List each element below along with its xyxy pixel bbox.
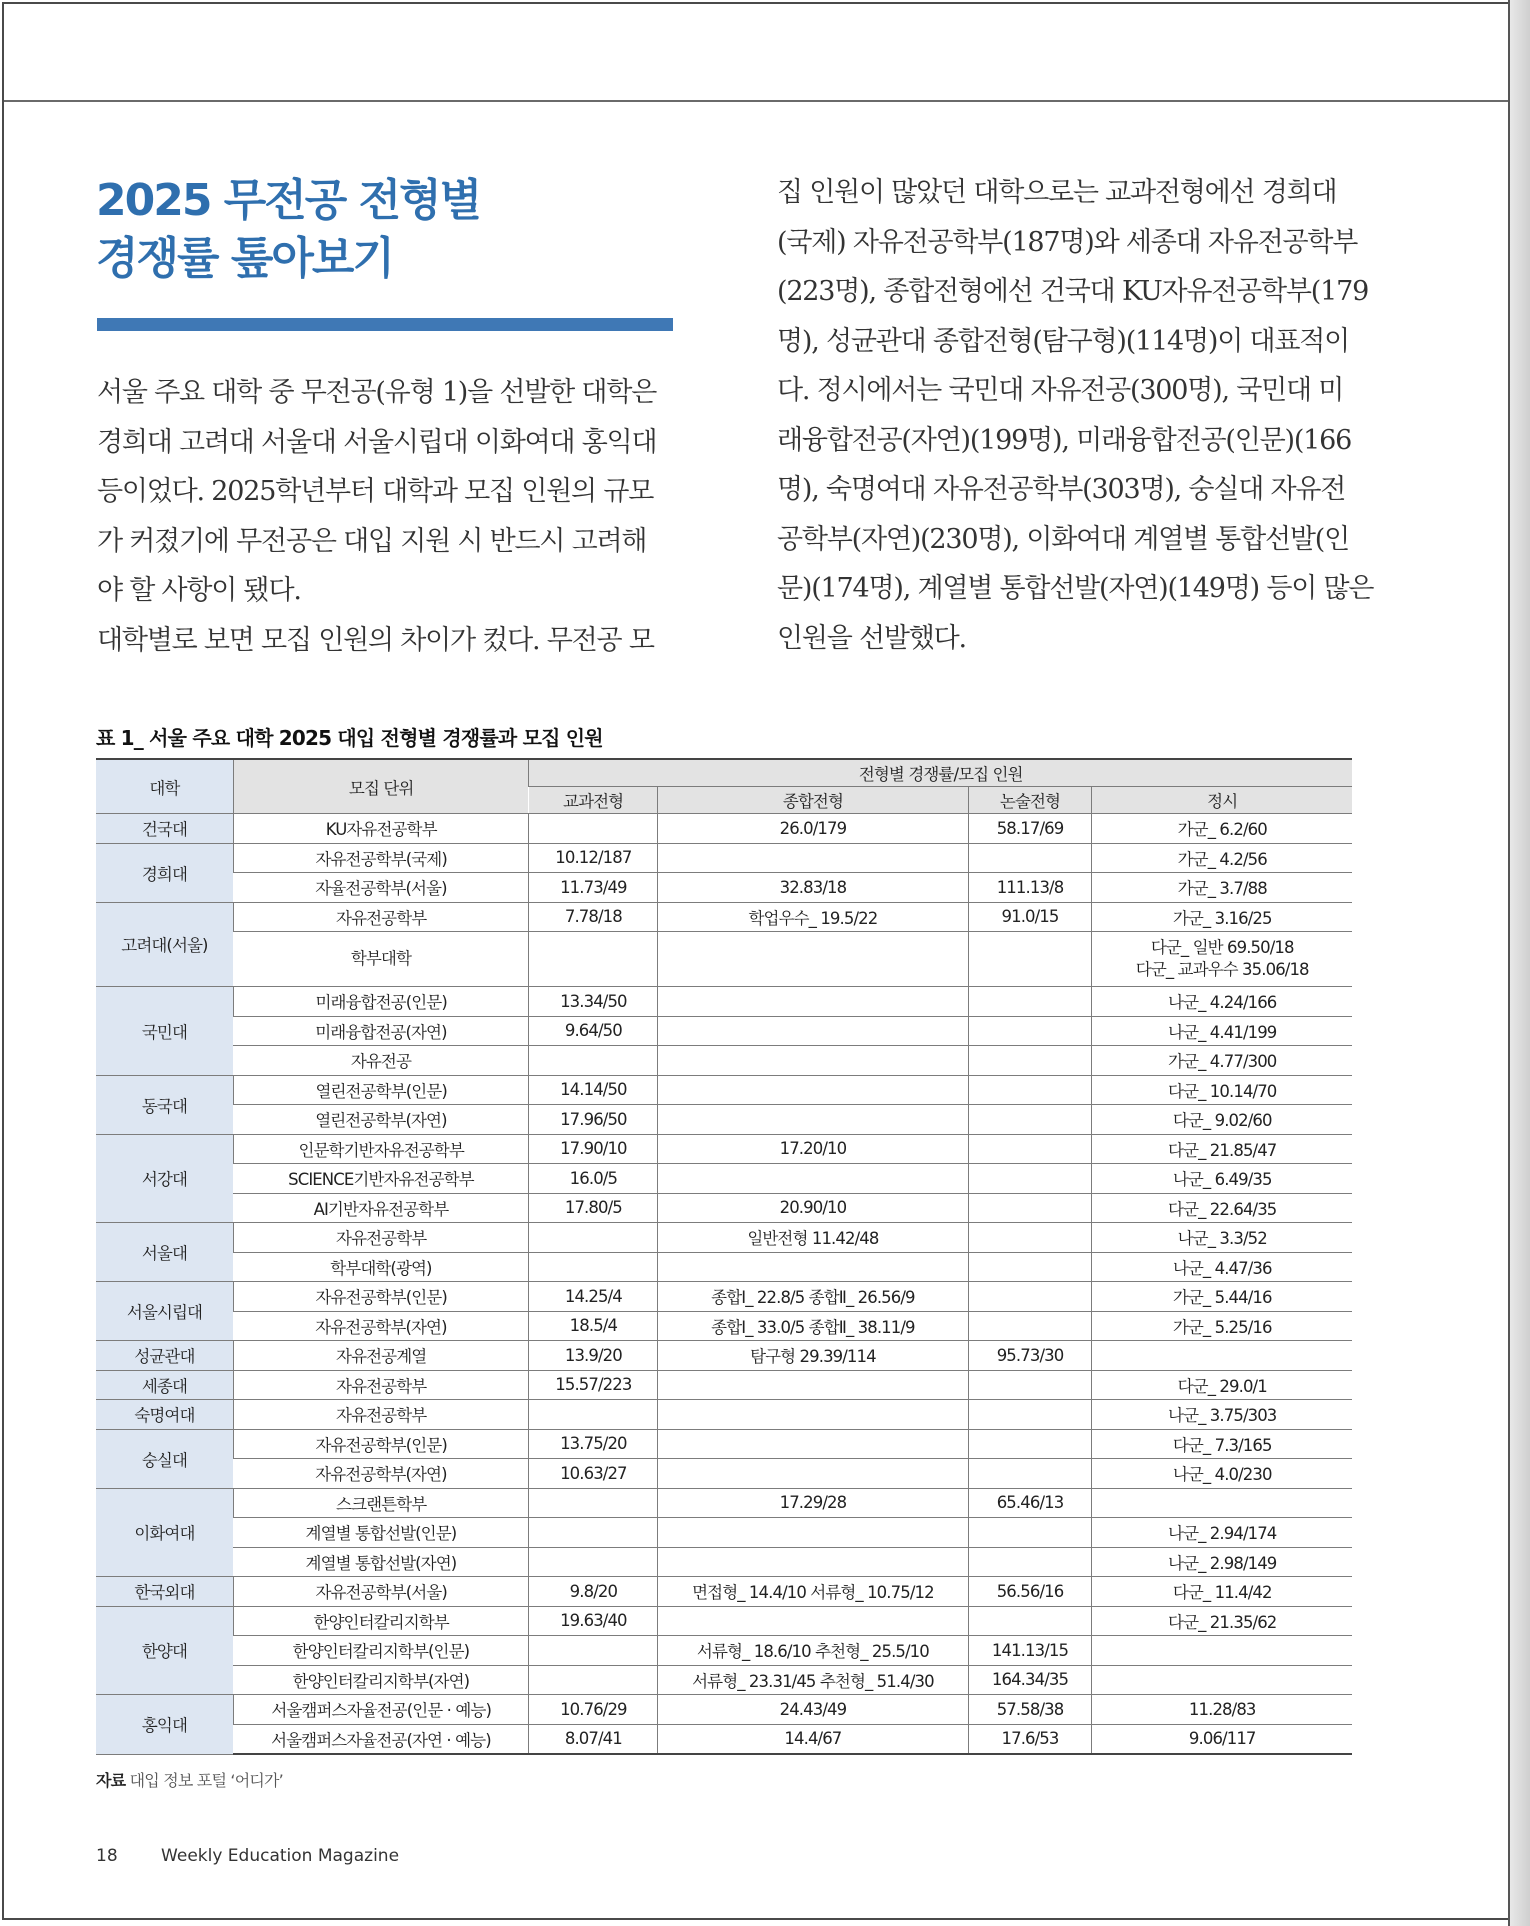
- table-row: [96, 1488, 1352, 1518]
- nonsul-cell: [968, 1164, 1092, 1194]
- jonghap-cell: [658, 987, 968, 1017]
- nonsul-cell: [968, 1311, 1092, 1341]
- unit-cell: 학부대학(광역): [233, 1252, 529, 1282]
- jeongsi-cell: 나군_ 2.94/174: [1092, 1518, 1352, 1548]
- gyogwa-cell: [529, 1223, 658, 1253]
- table-row: [96, 1636, 1352, 1666]
- article-line: 경희대 고려대 서울대 서울시립대 이화여대 홍익대: [97, 426, 657, 458]
- table-row: [96, 1400, 1352, 1430]
- unit-cell: 자유전공학부(인문): [233, 1429, 529, 1459]
- jeongsi-cell: 다군_ 9.02/60: [1092, 1105, 1352, 1135]
- unit-cell: 열린전공학부(인문): [233, 1075, 529, 1105]
- gyogwa-cell: 7.78/18: [529, 902, 658, 932]
- jonghap-cell: [658, 1606, 968, 1636]
- table-row: [96, 1547, 1352, 1577]
- gyogwa-cell: [529, 814, 658, 844]
- table-row: [96, 1252, 1352, 1282]
- article-line: (국제) 자유전공학부(187명)와 세종대 자유전공학부: [777, 226, 1358, 258]
- nonsul-cell: [968, 1046, 1092, 1076]
- table-row: [96, 987, 1352, 1017]
- unit-cell: 자유전공학부: [233, 1370, 529, 1400]
- article-body-right: [777, 168, 1374, 663]
- unit-cell: 인문학기반자유전공학부: [233, 1134, 529, 1164]
- table-row: [96, 1075, 1352, 1105]
- nonsul-cell: 17.6/53: [968, 1724, 1092, 1754]
- jonghap-cell: [658, 1252, 968, 1282]
- header-jeongsi: 정시: [1092, 787, 1352, 814]
- unit-cell: 자유전공학부(자연): [233, 1311, 529, 1341]
- gyogwa-cell: 9.8/20: [529, 1577, 658, 1607]
- gyogwa-cell: [529, 932, 658, 987]
- table-row: [96, 1518, 1352, 1548]
- header-univ: 대학: [96, 759, 233, 814]
- article-line: 래융합전공(자연)(199명), 미래융합전공(인문)(166: [777, 424, 1352, 456]
- jeongsi-cell: 가군_ 4.2/56: [1092, 843, 1352, 873]
- univ-cell: 서울대: [96, 1223, 233, 1282]
- article-line: 공학부(자연)(230명), 이화여대 계열별 통합선발(인: [777, 523, 1350, 555]
- nonsul-cell: 91.0/15: [968, 902, 1092, 932]
- gyogwa-cell: [529, 1518, 658, 1548]
- article-line: (223명), 종합전형에선 건국대 KU자유전공학부(179: [777, 276, 1369, 307]
- nonsul-cell: [968, 1606, 1092, 1636]
- nonsul-cell: 58.17/69: [968, 814, 1092, 844]
- jonghap-cell: 26.0/179: [658, 814, 968, 844]
- jeongsi-cell: 9.06/117: [1092, 1724, 1352, 1754]
- jeongsi-cell: 가군_ 6.2/60: [1092, 814, 1352, 844]
- unit-cell: 열린전공학부(자연): [233, 1105, 529, 1135]
- jeongsi-cell: 나군_ 4.47/36: [1092, 1252, 1352, 1282]
- univ-cell: 한양대: [96, 1606, 233, 1695]
- nonsul-cell: [968, 1252, 1092, 1282]
- nonsul-cell: [968, 932, 1092, 987]
- jeongsi-line: 다군_ 일반 69.50/18: [1150, 938, 1294, 957]
- header-jonghap: 종합전형: [658, 787, 968, 814]
- header-group: 전형별 경쟁률/모집 인원: [529, 759, 1352, 787]
- unit-cell: 자유전공학부(국제): [233, 843, 529, 873]
- article-line: 명), 성균관대 종합전형(탐구형)(114명)이 대표적이: [777, 325, 1350, 357]
- gyogwa-cell: 10.63/27: [529, 1459, 658, 1489]
- jonghap-cell: 20.90/10: [658, 1193, 968, 1223]
- article-line: 야 할 사항이 됐다.: [97, 575, 301, 606]
- competition-rate-table: [96, 758, 1352, 1755]
- unit-cell: 학부대학: [233, 932, 529, 987]
- unit-cell: AI기반자유전공학부: [233, 1193, 529, 1223]
- table-body: [96, 814, 1352, 1755]
- nonsul-cell: [968, 1282, 1092, 1312]
- jeongsi-cell: 다군_ 11.4/42: [1092, 1577, 1352, 1607]
- table-row: [96, 1606, 1352, 1636]
- univ-cell: 경희대: [96, 843, 233, 902]
- jeongsi-line: 다군_ 교과우수 35.06/18: [1135, 960, 1309, 979]
- jeongsi-cell: 가군_ 3.16/25: [1092, 902, 1352, 932]
- gyogwa-cell: 14.25/4: [529, 1282, 658, 1312]
- article-line: 서울 주요 대학 중 무전공(유형 1)을 선발한 대학은: [97, 377, 657, 408]
- unit-cell: 미래융합전공(인문): [233, 987, 529, 1017]
- jeongsi-cell: 가군_ 5.25/16: [1092, 1311, 1352, 1341]
- univ-cell: 이화여대: [96, 1488, 233, 1577]
- table-row: [96, 1193, 1352, 1223]
- nonsul-cell: 164.34/35: [968, 1665, 1092, 1695]
- unit-cell: 자유전공학부: [233, 902, 529, 932]
- table-row: [96, 1164, 1352, 1194]
- unit-cell: KU자유전공학부: [233, 814, 529, 844]
- jonghap-cell: 24.43/49: [658, 1695, 968, 1725]
- jonghap-cell: [658, 1429, 968, 1459]
- jonghap-cell: 일반전형 11.42/48: [658, 1223, 968, 1253]
- jonghap-cell: [658, 1547, 968, 1577]
- gyogwa-cell: 18.5/4: [529, 1311, 658, 1341]
- gyogwa-cell: 9.64/50: [529, 1016, 658, 1046]
- jonghap-cell: 32.83/18: [658, 873, 968, 903]
- jeongsi-cell: 나군_ 2.98/149: [1092, 1547, 1352, 1577]
- article-line: 집 인원이 많았던 대학으로는 교과전형에선 경희대: [777, 177, 1337, 208]
- nonsul-cell: 111.13/8: [968, 873, 1092, 903]
- univ-cell: 숙명여대: [96, 1400, 233, 1430]
- unit-cell: 한양인터칼리지학부(자연): [233, 1665, 529, 1695]
- table-caption: 표 1_ 서울 주요 대학 2025 대입 전형별 경쟁률과 모집 인원: [96, 726, 603, 750]
- jonghap-cell: [658, 1164, 968, 1194]
- jonghap-cell: 종합Ⅰ_ 33.0/5 종합Ⅱ_ 38.11/9: [658, 1311, 968, 1341]
- jeongsi-cell: 다군_ 21.35/62: [1092, 1606, 1352, 1636]
- jeongsi-cell: 가군_ 5.44/16: [1092, 1282, 1352, 1312]
- univ-cell: 고려대(서울): [96, 902, 233, 987]
- header-gyogwa: 교과전형: [529, 787, 658, 814]
- source-label: 자료: [96, 1771, 126, 1790]
- jonghap-cell: [658, 932, 968, 987]
- nonsul-cell: 57.58/38: [968, 1695, 1092, 1725]
- unit-cell: 서울캠퍼스자율전공(인문 · 예능): [233, 1695, 529, 1725]
- table-row: [96, 873, 1352, 903]
- article-line: 문)(174명), 계열별 통합선발(자연)(149명) 등이 많은: [777, 573, 1374, 604]
- jonghap-cell: [658, 1459, 968, 1489]
- table-row: [96, 1459, 1352, 1489]
- jonghap-cell: [658, 1105, 968, 1135]
- nonsul-cell: 56.56/16: [968, 1577, 1092, 1607]
- gyogwa-cell: [529, 1400, 658, 1430]
- jonghap-cell: [658, 1016, 968, 1046]
- jeongsi-cell: [1092, 1341, 1352, 1371]
- jeongsi-cell: 나군_ 3.75/303: [1092, 1400, 1352, 1430]
- jeongsi-cell: 나군_ 4.0/230: [1092, 1459, 1352, 1489]
- unit-cell: 자유전공학부(인문): [233, 1282, 529, 1312]
- table-row: [96, 814, 1352, 844]
- table-row: [96, 1724, 1352, 1754]
- title-accent-bar: [97, 318, 673, 331]
- gyogwa-cell: 15.57/223: [529, 1370, 658, 1400]
- gyogwa-cell: 11.73/49: [529, 873, 658, 903]
- article-line: 명), 숙명여대 자유전공학부(303명), 숭실대 자유전: [777, 474, 1346, 505]
- gyogwa-cell: 14.14/50: [529, 1075, 658, 1105]
- table-row: [96, 1105, 1352, 1135]
- header-unit: 모집 단위: [233, 759, 529, 814]
- univ-cell: 홍익대: [96, 1695, 233, 1755]
- table-row: [96, 1311, 1352, 1341]
- gyogwa-cell: 13.75/20: [529, 1429, 658, 1459]
- nonsul-cell: [968, 843, 1092, 873]
- jonghap-cell: [658, 1518, 968, 1548]
- univ-cell: 세종대: [96, 1370, 233, 1400]
- nonsul-cell: [968, 1518, 1092, 1548]
- nonsul-cell: 95.73/30: [968, 1341, 1092, 1371]
- unit-cell: 자유전공학부: [233, 1400, 529, 1430]
- jeongsi-cell: 나군_ 6.49/35: [1092, 1164, 1352, 1194]
- jonghap-cell: [658, 1075, 968, 1105]
- page-edge: [1508, 0, 1530, 1926]
- jonghap-cell: 탐구형 29.39/114: [658, 1341, 968, 1371]
- univ-cell: 한국외대: [96, 1577, 233, 1607]
- univ-cell: 성균관대: [96, 1341, 233, 1371]
- jonghap-cell: 서류형_ 23.31/45 추천형_ 51.4/30: [658, 1665, 968, 1695]
- table-row: [96, 902, 1352, 932]
- table-source: [96, 1768, 283, 1791]
- nonsul-cell: [968, 1547, 1092, 1577]
- nonsul-cell: [968, 1223, 1092, 1253]
- nonsul-cell: [968, 987, 1092, 1017]
- table-row: [96, 1134, 1352, 1164]
- jonghap-cell: 종합Ⅰ_ 22.8/5 종합Ⅱ_ 26.56/9: [658, 1282, 968, 1312]
- univ-cell: 서울시립대: [96, 1282, 233, 1341]
- page-number: 18: [96, 1846, 118, 1866]
- table-row: [96, 843, 1352, 873]
- nonsul-cell: [968, 1429, 1092, 1459]
- jeongsi-cell: 가군_ 3.7/88: [1092, 873, 1352, 903]
- jonghap-cell: 17.29/28: [658, 1488, 968, 1518]
- table-row: [96, 1046, 1352, 1076]
- unit-cell: 자유전공계열: [233, 1341, 529, 1371]
- unit-cell: 계열별 통합선발(인문): [233, 1518, 529, 1548]
- article-line: 다. 정시에서는 국민대 자유전공(300명), 국민대 미: [777, 375, 1344, 406]
- jonghap-cell: 서류형_ 18.6/10 추천형_ 25.5/10: [658, 1636, 968, 1666]
- jeongsi-cell: 다군_ 7.3/165: [1092, 1429, 1352, 1459]
- univ-cell: 건국대: [96, 814, 233, 844]
- unit-cell: 자유전공: [233, 1046, 529, 1076]
- unit-cell: 스크랜튼학부: [233, 1488, 529, 1518]
- jeongsi-cell: [1092, 932, 1352, 987]
- table-row: [96, 1341, 1352, 1371]
- table-row: [96, 1223, 1352, 1253]
- nonsul-cell: 141.13/15: [968, 1636, 1092, 1666]
- article-title: [96, 172, 656, 288]
- jonghap-cell: [658, 1370, 968, 1400]
- gyogwa-cell: [529, 1547, 658, 1577]
- univ-cell: 숭실대: [96, 1429, 233, 1488]
- jonghap-cell: [658, 1046, 968, 1076]
- univ-cell: 서강대: [96, 1134, 233, 1223]
- nonsul-cell: [968, 1105, 1092, 1135]
- top-rule: [4, 100, 1514, 102]
- unit-cell: 자유전공학부: [233, 1223, 529, 1253]
- gyogwa-cell: 19.63/40: [529, 1606, 658, 1636]
- unit-cell: 한양인터칼리지학부(인문): [233, 1636, 529, 1666]
- jonghap-cell: 학업우수_ 19.5/22: [658, 902, 968, 932]
- article-title-line: 2025 무전공 전형별: [96, 175, 481, 226]
- jonghap-cell: 14.4/67: [658, 1724, 968, 1754]
- jeongsi-cell: 다군_ 21.85/47: [1092, 1134, 1352, 1164]
- unit-cell: 계열별 통합선발(자연): [233, 1547, 529, 1577]
- jonghap-cell: [658, 843, 968, 873]
- nonsul-cell: [968, 1016, 1092, 1046]
- gyogwa-cell: 17.90/10: [529, 1134, 658, 1164]
- unit-cell: 미래융합전공(자연): [233, 1016, 529, 1046]
- jeongsi-cell: [1092, 1488, 1352, 1518]
- table-row: [96, 1370, 1352, 1400]
- unit-cell: 서울캠퍼스자율전공(자연 · 예능): [233, 1724, 529, 1754]
- gyogwa-cell: 10.76/29: [529, 1695, 658, 1725]
- gyogwa-cell: 8.07/41: [529, 1724, 658, 1754]
- jonghap-cell: 17.20/10: [658, 1134, 968, 1164]
- magazine-name: Weekly Education Magazine: [161, 1846, 400, 1866]
- gyogwa-cell: 10.12/187: [529, 843, 658, 873]
- article-body-left: [97, 368, 677, 665]
- jeongsi-cell: 다군_ 10.14/70: [1092, 1075, 1352, 1105]
- article-line: 인원을 선발했다.: [777, 622, 966, 654]
- article-title-line: 경쟁률 톺아보기: [96, 233, 393, 284]
- jeongsi-cell: [1092, 1665, 1352, 1695]
- nonsul-cell: [968, 1370, 1092, 1400]
- jonghap-cell: [658, 1400, 968, 1430]
- univ-cell: 국민대: [96, 987, 233, 1076]
- jeongsi-cell: 나군_ 4.24/166: [1092, 987, 1352, 1017]
- univ-cell: 동국대: [96, 1075, 233, 1134]
- gyogwa-cell: [529, 1636, 658, 1666]
- nonsul-cell: [968, 1134, 1092, 1164]
- table-row: [96, 1665, 1352, 1695]
- jeongsi-cell: 가군_ 4.77/300: [1092, 1046, 1352, 1076]
- page-footer: [96, 1846, 399, 1866]
- gyogwa-cell: [529, 1252, 658, 1282]
- gyogwa-cell: [529, 1665, 658, 1695]
- gyogwa-cell: [529, 1488, 658, 1518]
- jeongsi-cell: 나군_ 3.3/52: [1092, 1223, 1352, 1253]
- jeongsi-cell: 다군_ 29.0/1: [1092, 1370, 1352, 1400]
- table-row: [96, 1016, 1352, 1046]
- gyogwa-cell: [529, 1046, 658, 1076]
- jeongsi-cell: 11.28/83: [1092, 1695, 1352, 1725]
- table-row: [96, 1429, 1352, 1459]
- table-row: [96, 1282, 1352, 1312]
- unit-cell: SCIENCE기반자유전공학부: [233, 1164, 529, 1194]
- gyogwa-cell: 13.9/20: [529, 1341, 658, 1371]
- article-line: 가 커졌기에 무전공은 대입 지원 시 반드시 고려해: [97, 525, 647, 557]
- gyogwa-cell: 13.34/50: [529, 987, 658, 1017]
- gyogwa-cell: 17.80/5: [529, 1193, 658, 1223]
- nonsul-cell: 65.46/13: [968, 1488, 1092, 1518]
- nonsul-cell: [968, 1193, 1092, 1223]
- unit-cell: 한양인터칼리지학부: [233, 1606, 529, 1636]
- nonsul-cell: [968, 1459, 1092, 1489]
- jeongsi-cell: [1092, 1636, 1352, 1666]
- nonsul-cell: [968, 1400, 1092, 1430]
- article-line: 대학별로 보면 모집 인원의 차이가 컸다. 무전공 모: [97, 624, 654, 656]
- table-row: [96, 1577, 1352, 1607]
- gyogwa-cell: 17.96/50: [529, 1105, 658, 1135]
- unit-cell: 자유전공학부(서울): [233, 1577, 529, 1607]
- table-row: [96, 1695, 1352, 1725]
- article-line: 등이었다. 2025학년부터 대학과 모집 인원의 규모: [97, 476, 654, 507]
- unit-cell: 자유전공학부(자연): [233, 1459, 529, 1489]
- gyogwa-cell: 16.0/5: [529, 1164, 658, 1194]
- nonsul-cell: [968, 1075, 1092, 1105]
- table-row: [96, 932, 1352, 987]
- jeongsi-cell: 나군_ 4.41/199: [1092, 1016, 1352, 1046]
- source-text: 대입 정보 포털 ‘어디가’: [129, 1771, 283, 1790]
- jonghap-cell: 면접형_ 14.4/10 서류형_ 10.75/12: [658, 1577, 968, 1607]
- unit-cell: 자율전공학부(서울): [233, 873, 529, 903]
- header-nonsul: 논술전형: [968, 787, 1092, 814]
- jeongsi-cell: 다군_ 22.64/35: [1092, 1193, 1352, 1223]
